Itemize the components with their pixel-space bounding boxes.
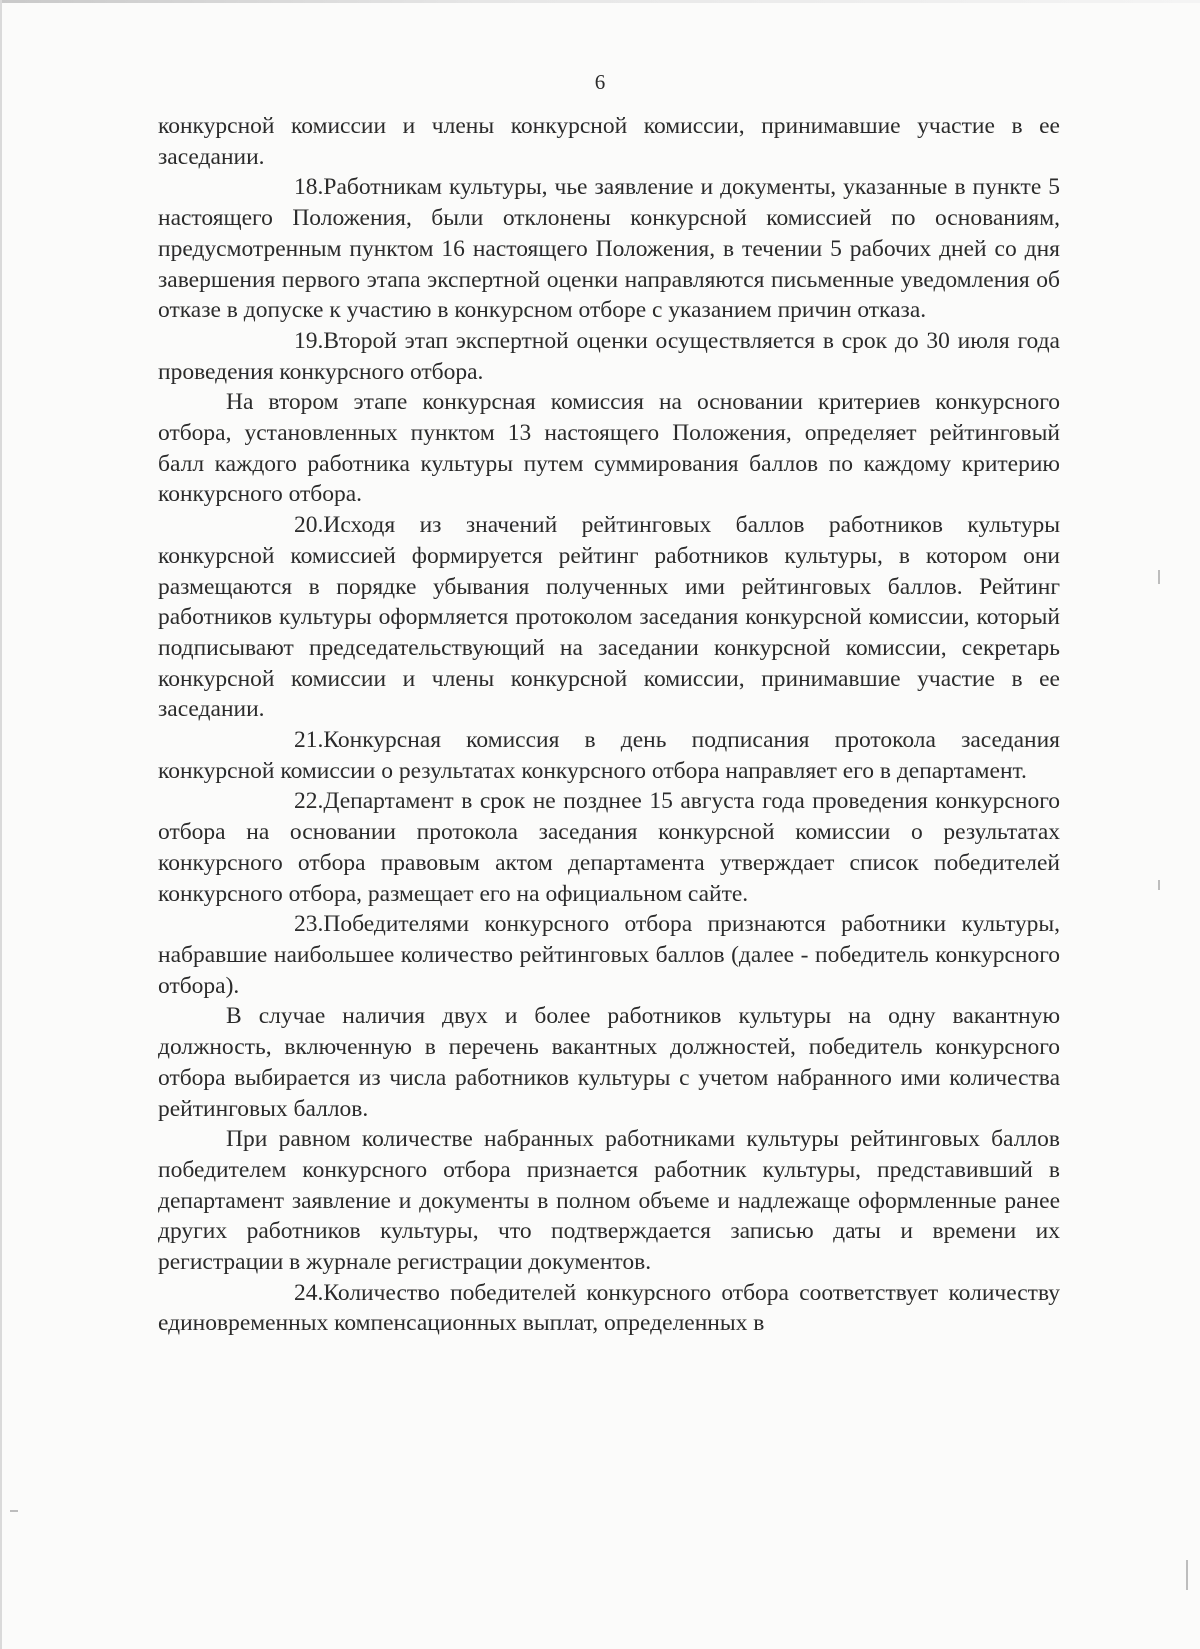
paragraph-text: Количество победителей конкурсного отбора соответствует количеству единовременных компенсационных выплат, определенных в bbox=[158, 1279, 1060, 1337]
scan-artifact bbox=[10, 1510, 18, 1512]
scan-artifact bbox=[1158, 570, 1160, 584]
paragraph-number: 22. bbox=[294, 788, 324, 815]
scan-top-edge bbox=[0, 0, 1200, 3]
paragraph-p23 bbox=[158, 909, 1060, 1001]
paragraph-text: Второй этап экспертной оценки осуществляется в срок до 30 июля года проведения конкурсного отбора. bbox=[158, 327, 1060, 385]
paragraph-text: Конкурсная комиссия в день подписания протокола заседания конкурсной комиссии о результатах конкурсного отбора направляет его в департамент. bbox=[158, 727, 1060, 784]
paragraph-number: 18. bbox=[294, 174, 324, 201]
paragraph-text: Исходя из значений рейтинговых баллов работников культуры конкурсной комиссией формируется рейтинг работников культуры, в котором они размещаются в порядке убывания полученных ими рейтинговых баллов. Рейтинг работников культуры оформляется протоколом заседания конкурсной комиссии, который подписывают председательствующий на заседании конкурсной комиссии, секретарь конкурсной комиссии и члены конкурсной комиссии, принимавшие участие в ее заседании. bbox=[158, 512, 1060, 723]
paragraph-number: 19. bbox=[294, 327, 324, 354]
paragraph-p20 bbox=[158, 510, 1060, 725]
scan-left-edge bbox=[0, 0, 2, 1649]
paragraph-p19b bbox=[158, 387, 1060, 510]
paragraph-number: 24. bbox=[294, 1279, 324, 1306]
paragraph-number: 20. bbox=[294, 512, 324, 539]
paragraph-text: В случае наличия двух и более работников культуры на одну вакантную должность, включенную в перечень вакантных должностей, победитель конкурсного отбора выбирается из числа работников культуры с учетом набранного ими количества рейтинговых баллов. bbox=[158, 1003, 1060, 1122]
scan-artifact bbox=[1186, 1560, 1188, 1590]
paragraph-p0 bbox=[158, 111, 1060, 172]
paragraph-text: конкурсной комиссии и члены конкурсной комиссии, принимавшие участие в ее заседании. bbox=[158, 113, 1060, 170]
paragraph-p24 bbox=[158, 1278, 1060, 1339]
paragraph-p23b bbox=[158, 1001, 1060, 1124]
paragraph-text: На втором этапе конкурсная комиссия на основании критериев конкурсного отбора, установленных пунктом 13 настоящего Положения, определяет рейтинговый балл каждого работника культуры путем суммирования баллов по каждому критерию конкурсного отбора. bbox=[158, 389, 1060, 508]
paragraph-number: 21. bbox=[294, 727, 324, 754]
paragraph-p21 bbox=[158, 725, 1060, 786]
paragraph-text: При равном количестве набранных работниками культуры рейтинговых баллов победителем конкурсного отбора признается работник культуры, представивший в департамент заявление и документы в полном объеме и надлежаще оформленные ранее других работников культуры, что подтверждается записью даты и времени их регистрации в журнале регистрации документов. bbox=[158, 1126, 1060, 1276]
paragraph-text: Победителями конкурсного отбора признаются работники культуры, набравшие наибольшее количество рейтинговых баллов (далее - победитель конкурсного отбора). bbox=[158, 911, 1060, 999]
paragraph-p22 bbox=[158, 786, 1060, 909]
paragraph-p19 bbox=[158, 326, 1060, 387]
paragraph-p18 bbox=[158, 172, 1060, 326]
paragraph-text: Департамент в срок не позднее 15 августа года проведения конкурсного отбора на основании протокола заседания конкурсной комиссии о результатах конкурсного отбора правовым актом департамента утверждает список победителей конкурсного отбора, размещает его на официальном сайте. bbox=[158, 788, 1060, 907]
paragraph-number: 23. bbox=[294, 911, 324, 938]
paragraph-text: Работникам культуры, чье заявление и документы, указанные в пункте 5 настоящего Положения, были отклонены конкурсной комиссией по основаниям, предусмотренным пунктом 16 настоящего Положения, в течении 5 рабочих дней со дня завершения первого этапа экспертной оценки направляются письменные уведомления об отказе в допуске к участию в конкурсном отборе с указанием причин отказа. bbox=[158, 174, 1060, 324]
page-number: 6 bbox=[594, 70, 606, 94]
paragraph-p23c bbox=[158, 1124, 1060, 1278]
document-body bbox=[158, 111, 1060, 1339]
scan-artifact bbox=[1158, 880, 1160, 890]
